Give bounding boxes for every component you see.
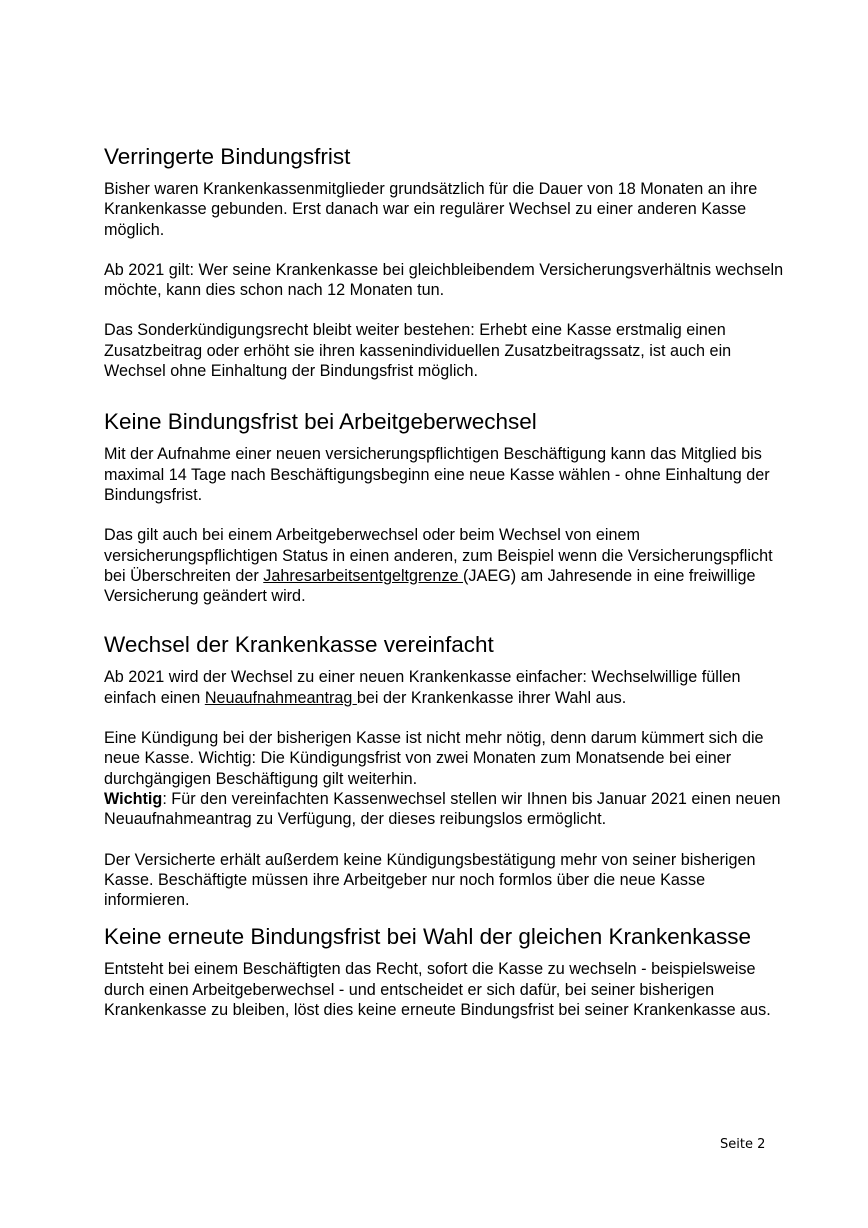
important-label: Wichtig [104,789,163,808]
paragraph-text: bei der Krankenkasse ihrer Wahl aus. [356,688,627,707]
jahresarbeitsentgeltgrenze-link[interactable]: Jahresarbeitsentgeltgrenze [263,566,464,585]
paragraph-text: : Für den vereinfachten Kassenwechsel stellen wir Ihnen bis Januar 2021 einen neuen Neuaufnahmeantrag zu Verfügung, der dieses reibungslos ermöglicht. [104,789,781,829]
section-heading: Wechsel der Krankenkasse vereinfacht [104,632,494,658]
document-body [104,143,784,1020]
paragraph: Ab 2021 gilt: Wer seine Krankenkasse bei gleichbleibendem Versicherungsverhältnis wechseln möchte, kann dies schon nach 12 Monaten tun. [104,260,784,300]
section-verringerte-bindungsfrist [104,143,784,381]
section-gleiche-krankenkasse [104,923,784,1020]
paragraph: Der Versicherte erhält außerdem keine Kündigungsbestätigung mehr von seiner bisherigen Kasse. Beschäftigte müssen ihre Arbeitgeber nur noch formlos über die neue Kasse informieren. [104,850,756,910]
paragraph: Mit der Aufnahme einer neuen versicherungspflichtigen Beschäftigung kann das Mitglied bis maximal 14 Tage nach Beschäftigungsbeginn eine neue Kasse wählen - ohne Einhaltung der Bindungsfrist. [104,445,770,504]
paragraph: Entsteht bei einem Beschäftigten das Recht, sofort die Kasse zu wechseln - beispielsweise durch einen Arbeitgeberwechsel - und entscheidet er sich dafür, bei seiner bisherigen Krankenkasse zu bleiben, löst dies keine erneute Bindungsfrist bei seiner Krankenkasse aus. [104,960,771,1020]
paragraph-text: Ab 2021 wird der Wechsel zu einer neuen Krankenkasse einfacher: Wechselwillige füllen einfach einen [104,668,741,707]
paragraph-text: (JAEG) am Jahresende in eine freiwillige Versicherung geändert wird. [104,566,756,606]
paragraph-text: Das gilt auch bei einem Arbeitgeberwechsel oder beim Wechsel von einem versicherungspflichtigen Status in einen anderen, zum Beispiel wenn die Versicherungspflicht bei Überschreiten der [104,526,773,585]
section-heading: Keine Bindungsfrist bei Arbeitgeberwechsel [104,409,537,435]
paragraph [104,525,784,606]
section-arbeitgeberwechsel [104,408,784,606]
neuaufnahmeantrag-link[interactable]: Neuaufnahmeantrag [204,688,357,707]
page-number: Seite 2 [720,1137,766,1152]
paragraph [104,667,784,708]
section-heading: Keine erneute Bindungsfrist bei Wahl der gleichen Krankenkasse [104,924,752,950]
paragraph: Das Sonderkündigungsrecht bleibt weiter bestehen: Erhebt eine Kasse erstmalig einen Zusatzbeitrag oder erhöht sie ihren kassenindividuellen Zusatzbeitragssatz, ist auch ein Wechsel ohne Einhaltung der Bindungsfrist möglich. [104,321,732,381]
paragraph: Eine Kündigung bei der bisherigen Kasse ist nicht mehr nötig, denn darum kümmert sich die neue Kasse. Wichtig: Die Kündigungsfrist von zwei Monaten zum Monatsende bei einer durchgängigen Beschäftigung gilt weiterhin. [104,729,764,788]
paragraph [104,789,784,830]
section-wechsel-vereinfacht [104,631,784,910]
paragraph: Bisher waren Krankenkassenmitglieder grundsätzlich für die Dauer von 18 Monaten an ihre Krankenkasse gebunden. Erst danach war ein regulärer Wechsel zu einer anderen Kasse möglich. [104,180,758,239]
section-heading: Verringerte Bindungsfrist [104,144,351,169]
